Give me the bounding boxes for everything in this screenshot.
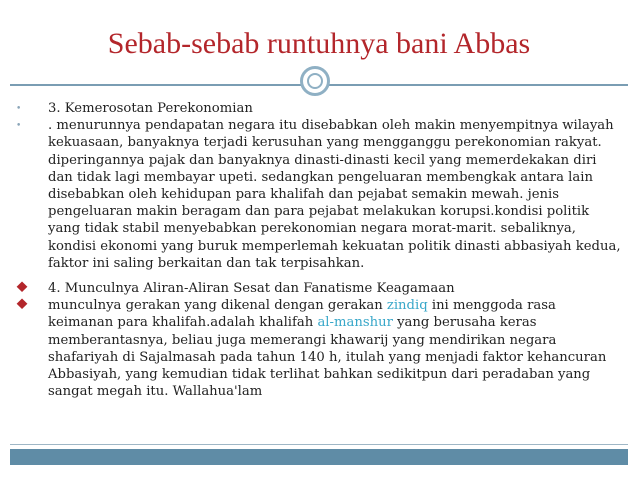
slide-title: Sebab-sebab runtuhnya bani Abbas xyxy=(107,27,531,60)
diamond-bullet-icon: ⯁ xyxy=(16,279,29,298)
item-text: 3. Kemerosotan Perekonomian xyxy=(48,101,253,116)
diamond-bullet-icon: ⯁ xyxy=(16,296,29,315)
footer-divider xyxy=(10,444,628,445)
ring-inner-icon xyxy=(307,73,323,89)
bullet-item xyxy=(10,100,625,117)
al-manshur-link[interactable]: al-manshur xyxy=(317,315,393,331)
item-text-part: yang berusaha keras memberantasnya, beliau juga memerangi khawarij yang mendirikan negara shafariyah di Sajalmasah pada tahun 140 h, itulah yang menjadi faktor kehancuran Abbasiyah, yang kemudian tidak terlihat bahkan sedikitpun dari peradaban yang sangat megah itu. Wallahua'lam xyxy=(48,315,607,400)
item-text-part: munculnya gerakan yang dikenal dengan gerakan xyxy=(48,298,387,314)
slide-body xyxy=(10,100,625,400)
item-text-part: ini menggoda rasa keimanan para khalifah.adalah khalifah xyxy=(48,298,556,331)
ring-ornament-icon xyxy=(300,66,330,96)
item-text xyxy=(48,298,606,399)
zindiq-link[interactable]: zindiq xyxy=(386,298,428,314)
small-bullet-icon: • xyxy=(16,121,22,132)
item-text: . menurunnya pendapatan negara itu disebabkan oleh makin menyempitnya wilayah kekuasaan, banyaknya terjadi kerusuhan yang mengganggu perekonomian rakyat. diperingannya pajak dan banyaknya dinasti-dinasti kecil yang memerdekakan diri dan tidak lagi membayar upeti. sedangkan pengeluaran membengkak antara lain disebabkan oleh kehidupan para khalifah dan pejabat semakin mewah. jenis pengeluaran makin beragam dan para pejabat melakukan korupsi.kondisi politik yang tidak stabil menyebabkan perekonomian negara morat-marit. sebaliknya, kondisi ekonomi yang buruk memperlemah kekuatan politik dinasti abbasiyah kedua, faktor ini saling berkaitan dan tak terpisahkan. xyxy=(48,118,621,271)
item-text: 4. Munculnya Aliran-Aliran Sesat dan Fanatisme Keagamaan xyxy=(48,281,455,297)
bullet-item xyxy=(10,297,625,400)
small-bullet-icon: • xyxy=(16,104,22,114)
bullet-item xyxy=(10,280,625,297)
footer-bar xyxy=(10,449,628,465)
bullet-item xyxy=(10,117,625,272)
